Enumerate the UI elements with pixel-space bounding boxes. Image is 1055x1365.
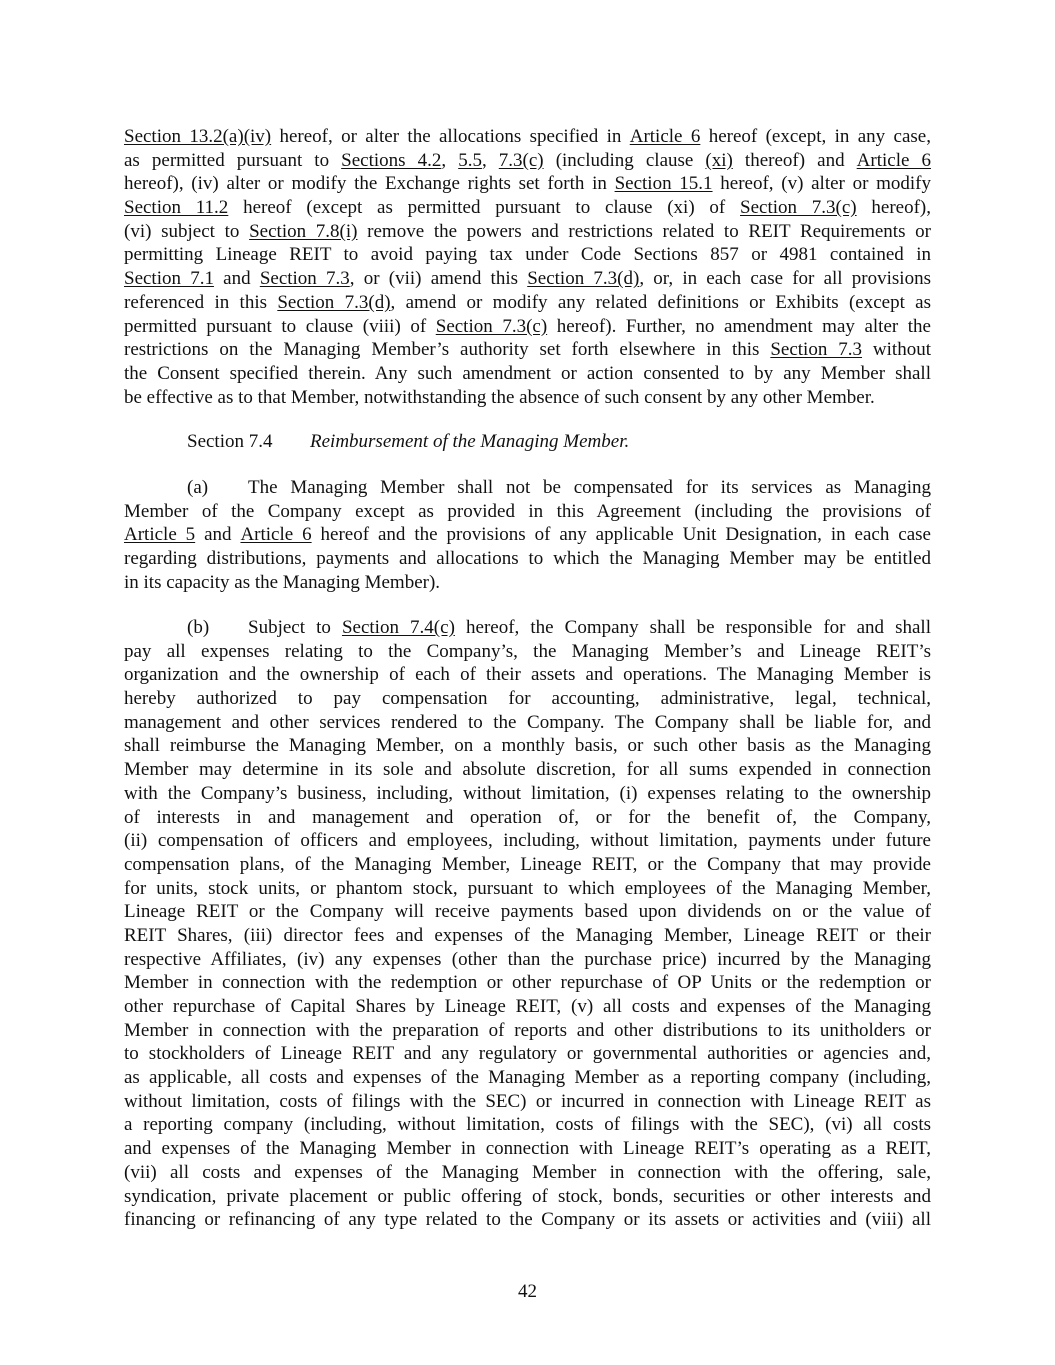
text-row: [124, 1161, 931, 1185]
text-line: (vi) subject to Section 7.8(i) remove the powers and restrictions related to REIT Requirements or: [124, 220, 931, 242]
text-line: The Managing Member shall not be compensated for its services as Managing: [248, 477, 931, 498]
cross-reference: Section 7.1: [124, 268, 214, 290]
text-row: [124, 196, 931, 220]
cross-reference: Section 15.1: [614, 173, 713, 195]
text-row: [124, 734, 931, 758]
page-number: 42: [518, 1281, 537, 1302]
text-row: [124, 338, 931, 362]
text-row: [124, 1113, 931, 1137]
section-number: Section 7.4: [187, 431, 273, 452]
text-line: and expenses of the Managing Member in connection with Lineage REIT’s operating as a REIT,: [124, 1138, 931, 1160]
text-line: referenced in this Section 7.3(d), amend or modify any related definitions or Exhibits (except as: [124, 291, 931, 313]
text-line: (ii) compensation of officers and employees, including, without limitation, payments under future: [124, 830, 931, 852]
text-row: [124, 900, 931, 924]
text-line: Member may determine in its sole and absolute discretion, for all sums expended in connection: [124, 759, 931, 781]
text-line: Member of the Company except as provided in this Agreement (including the provisions of: [124, 500, 931, 522]
text-row: [124, 149, 931, 173]
text-row: [124, 571, 931, 595]
paragraph-label: (b): [187, 617, 210, 638]
text-row: [124, 971, 931, 995]
cross-reference: 5.5: [458, 149, 482, 171]
cross-reference: Section 13.2(a)(iv): [124, 126, 272, 147]
text-row: [124, 547, 931, 571]
text-line: pay all expenses relating to the Company’s, the Managing Member’s and Lineage REIT’s: [124, 640, 931, 662]
text-line: of interests in and management and operation of, or for the benefit of, the Company,: [124, 806, 931, 828]
cross-reference: Section 7.4(c): [341, 617, 455, 638]
text-line: syndication, private placement or public offering of stock, bonds, securities or other interests and: [124, 1185, 931, 1207]
text-row: [124, 1042, 931, 1066]
cross-reference: Section 7.3(c): [740, 197, 857, 219]
text-line: Section 7.1 and Section 7.3, or (vii) amend this Section 7.3(d), or, in each case for all provisions: [124, 268, 931, 290]
text-line: in its capacity as the Managing Member).: [124, 571, 441, 593]
text-row: [124, 924, 931, 948]
text-row: [124, 782, 931, 806]
text-line: to stockholders of Lineage REIT and any regulatory or governmental authorities or agencies and,: [124, 1043, 931, 1065]
text-row: [124, 1066, 931, 1090]
text-line: compensation plans, of the Managing Member, Lineage REIT, or the Company that may provide: [124, 853, 931, 875]
text-row: [124, 1208, 931, 1232]
text-line: management and other services rendered to the Company. The Company shall be liable for, and: [124, 711, 931, 733]
cross-reference: Article 6: [240, 524, 312, 546]
cross-reference: Article 6: [629, 126, 701, 147]
text-row: [124, 877, 931, 901]
text-line: permitted pursuant to clause (viii) of Section 7.3(c) hereof). Further, no amendment may alter the: [124, 315, 931, 337]
cross-reference: Section 7.3: [259, 268, 350, 290]
text-line: as applicable, all costs and expenses of the Managing Member as a reporting company (including,: [124, 1067, 931, 1089]
text-row: [124, 315, 931, 339]
text-row: [124, 267, 931, 291]
cross-reference: Sections 4.2: [341, 149, 442, 171]
text-row: [124, 853, 931, 877]
text-line: organization and the ownership of each of their assets and operations. The Managing Member is: [124, 664, 931, 686]
text-line: a reporting company (including, without limitation, costs of filings with the SEC), (vi) all costs: [124, 1114, 931, 1136]
text-line: be effective as to that Member, notwithstanding the absence of such consent by any other Member.: [124, 386, 875, 408]
text-row: [124, 948, 931, 972]
text-row: [124, 523, 931, 547]
text-row: [124, 500, 931, 524]
text-row: [124, 711, 931, 735]
text-row: [124, 616, 931, 640]
text-line: REIT Shares, (iii) director fees and expenses of the Managing Member, Lineage REIT or their: [124, 924, 931, 946]
text-row: [124, 243, 931, 267]
text-line: with the Company’s business, including, without limitation, (i) expenses relating to the ownership: [124, 782, 931, 804]
text-row: [124, 1185, 931, 1209]
cross-reference: Section 7.3: [770, 339, 863, 361]
text-line: the Consent specified therein. Any such amendment or action consented to by any Member shall: [124, 362, 931, 384]
cross-reference: Article 5: [124, 524, 196, 546]
section-title: Reimbursement of the Managing Member.: [310, 431, 630, 452]
text-line: restrictions on the Managing Member’s authority set forth elsewhere in this Section 7.3 without: [124, 339, 931, 361]
cross-reference: Section 7.3(c): [435, 315, 548, 337]
text-line: (vii) all costs and expenses of the Managing Member in connection with the offering, sale,: [124, 1161, 931, 1183]
text-line: Subject to Section 7.4(c) hereof, the Company shall be responsible for and shall: [248, 617, 931, 638]
text-line: Member in connection with the redemption or other repurchase of OP Units or the redemption or: [124, 972, 931, 994]
text-row: [124, 640, 931, 664]
text-line: permitting Lineage REIT to avoid paying tax under Code Sections 857 or 4981 contained in: [124, 244, 931, 266]
cross-reference: 7.3(c): [498, 149, 544, 171]
cross-reference: Article 6: [856, 149, 931, 171]
text-row: [124, 362, 931, 386]
text-row: [124, 220, 931, 244]
cross-reference: Section 7.8(i): [249, 220, 358, 242]
text-row: [124, 663, 931, 687]
text-line: financing or refinancing of any type related to the Company or its assets or activities and (viii) all: [124, 1209, 931, 1231]
paragraph-b: [124, 616, 931, 1232]
text-row: [124, 1019, 931, 1043]
text-row: [124, 125, 931, 149]
text-line: regarding distributions, payments and allocations to which the Managing Member may be entitled: [124, 548, 931, 570]
paragraph-label: (a): [187, 477, 209, 498]
section-heading: [187, 430, 629, 454]
text-line: Section 11.2 hereof (except as permitted pursuant to clause (xi) of Section 7.3(c) hereof),: [124, 197, 931, 219]
text-line: Article 5 and Article 6 hereof and the provisions of any applicable Unit Designation, in each case: [124, 524, 931, 546]
text-line: Section 13.2(a)(iv) hereof, or alter the allocations specified in Article 6 hereof (except, in any case,: [124, 126, 931, 147]
text-row: [124, 829, 931, 853]
paragraph-a: [124, 476, 931, 594]
paragraph-continued: [124, 125, 931, 409]
cross-reference: Section 7.3(d): [527, 268, 640, 290]
text-row: [124, 386, 931, 410]
text-line: respective Affiliates, (iv) any expenses (other than the purchase price) incurred by the Managing: [124, 948, 931, 970]
text-row: [124, 806, 931, 830]
text-row: [124, 1090, 931, 1114]
text-line: other repurchase of Capital Shares by Lineage REIT, (v) all costs and expenses of the Managing: [124, 996, 931, 1017]
text-row: [124, 172, 931, 196]
text-row: [124, 758, 931, 782]
text-row: [124, 476, 931, 500]
text-row: [124, 291, 931, 315]
text-line: hereby authorized to pay compensation for accounting, administrative, legal, technical,: [124, 688, 931, 710]
text-row: [124, 687, 931, 711]
text-row: [124, 1137, 931, 1161]
cross-reference: (xi): [705, 149, 733, 171]
text-row: [124, 995, 931, 1019]
text-line: without limitation, costs of filings with the SEC) or incurred in connection with Lineage REIT as: [124, 1090, 931, 1112]
text-line: shall reimburse the Managing Member, on a monthly basis, or such other basis as the Managing: [124, 735, 931, 757]
text-line: for units, stock units, or phantom stock, pursuant to which employees of the Managing Member,: [124, 877, 931, 899]
text-line: hereof), (iv) alter or modify the Exchange rights set forth in Section 15.1 hereof, (v) alter or modify: [124, 173, 932, 195]
cross-reference: Section 7.3(d): [277, 291, 391, 313]
text-line: Lineage REIT or the Company will receive payments based upon dividends on or the value of: [124, 901, 931, 923]
cross-reference: Section 11.2: [124, 197, 229, 219]
text-line: Member in connection with the preparation of reports and other distributions to its unitholders or: [124, 1019, 931, 1041]
text-line: as permitted pursuant to Sections 4.2, 5.5, 7.3(c) (including clause (xi) thereof) and Article 6: [124, 149, 931, 171]
